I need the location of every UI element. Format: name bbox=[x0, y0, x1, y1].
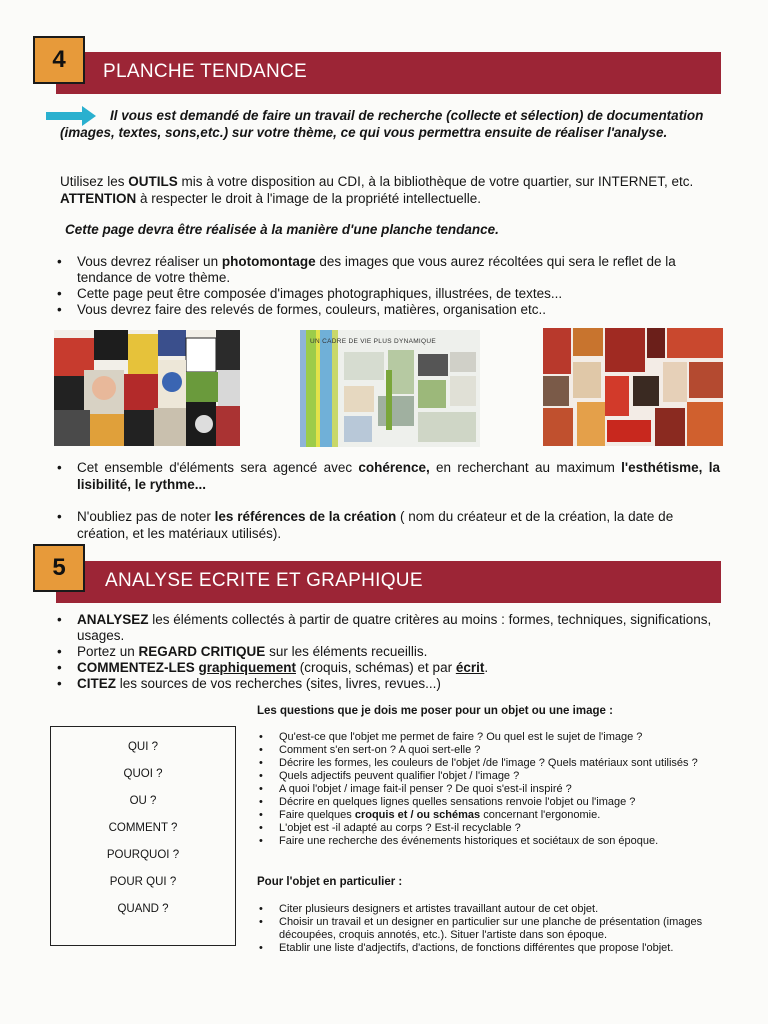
list-item: • Quels adjectifs peuvent qualifier l'objet / l'image ? bbox=[257, 770, 717, 783]
text: Portez un bbox=[77, 644, 139, 659]
list-item: • Etablir une liste d'adjectifs, d'actions, de fonctions différentes que propose l'objet. bbox=[257, 942, 717, 955]
keyword: COMMENTEZ-LES bbox=[77, 660, 199, 675]
references-list bbox=[55, 508, 720, 542]
section-number-4 bbox=[33, 36, 85, 84]
list-item: • Citer plusieurs designers et artistes travaillant autour de cet objet. bbox=[257, 903, 717, 916]
text: N'oubliez pas de noter bbox=[77, 509, 215, 524]
question-label: OU ? bbox=[129, 795, 157, 807]
list-item bbox=[55, 508, 720, 542]
text: Vous devrez réaliser un bbox=[77, 254, 222, 269]
text: les sources de vos recherches (sites, livres, revues...) bbox=[116, 676, 441, 691]
text: Utilisez les bbox=[60, 174, 129, 189]
list-item: • Cette page peut être composée d'images photographiques, illustrées, de textes... bbox=[55, 286, 720, 302]
manner-text: Cette page devra être réalisée à la manière d'une planche tendance. bbox=[65, 222, 499, 237]
section-header-planche-tendance bbox=[56, 52, 721, 94]
text: les éléments collectés à partir de quatre critères au moins : formes, techniques, significations, usages. bbox=[77, 612, 712, 643]
list-item bbox=[55, 459, 720, 493]
list-item bbox=[55, 612, 720, 644]
list-item: • Décrire les formes, les couleurs de l'objet /de l'image ? Quels matériaux sont utilisés ? bbox=[257, 757, 717, 770]
coherence-list bbox=[55, 459, 720, 493]
street-art-collage-image bbox=[54, 330, 240, 446]
keyword: croquis et / ou schémas bbox=[354, 809, 481, 821]
keyword: écrit bbox=[455, 660, 485, 675]
object-list bbox=[257, 903, 717, 955]
section-number-text: 4 bbox=[52, 46, 66, 73]
interior-design-collage-image bbox=[300, 330, 480, 447]
text: en recherchant au maximum bbox=[429, 460, 622, 475]
instructions-list bbox=[55, 254, 720, 318]
list-item bbox=[55, 676, 720, 692]
questions-list bbox=[257, 731, 717, 848]
text: sur les éléments recueillis. bbox=[265, 644, 428, 659]
list-item: • L'objet est -il adapté au corps ? Est-il recyclable ? bbox=[257, 822, 717, 835]
list-item: • Comment s'en sert-on ? A quoi sert-elle ? bbox=[257, 744, 717, 757]
question-label: QUI ? bbox=[127, 741, 159, 753]
analysis-list bbox=[55, 612, 720, 692]
list-item bbox=[55, 254, 720, 286]
keyword: REGARD CRITIQUE bbox=[138, 644, 266, 659]
text: Faire quelques bbox=[279, 809, 355, 821]
list-item: • Choisir un travail et un designer en particulier sur une planche de présentation (images découpées, croquis annotés, etc.). Situer l'artiste dans son époque. bbox=[257, 916, 717, 942]
questions-heading: Les questions que je dois me poser pour un objet ou une image : bbox=[257, 705, 613, 717]
intro-text: Il vous est demandé de faire un travail de recherche (collecte et sélection) de documentation (images, textes, sons,etc.) sur votre thème, ce qui vous permettra ensuite de réaliser l'analyse. bbox=[60, 108, 704, 140]
interior-collage-graphic bbox=[300, 330, 480, 447]
text: des images que vous aurez récoltées qui sera le reflet de la tendance de votre thème. bbox=[77, 254, 676, 285]
question-label: POUR QUI ? bbox=[109, 876, 177, 888]
keyword: les références de la création bbox=[214, 509, 397, 524]
question-label: QUOI ? bbox=[123, 768, 163, 780]
text: mis à votre disposition au CDI, à la bibliothèque de votre quartier, sur INTERNET, etc. bbox=[177, 174, 694, 189]
image-caption: UN CADRE DE VIE PLUS DYNAMIQUE bbox=[310, 338, 437, 345]
keyword: CITEZ bbox=[77, 676, 116, 691]
list-item: • Décrire en quelques lignes quelles sensations renvoie l'objet ou l'image ? bbox=[257, 796, 717, 809]
list-item bbox=[55, 644, 720, 660]
red-decor-collage-image bbox=[543, 328, 723, 446]
tools-paragraph bbox=[60, 173, 720, 207]
section-title: ANALYSE ECRITE ET GRAPHIQUE bbox=[105, 570, 423, 591]
keyword-attention: ATTENTION bbox=[60, 191, 137, 206]
text: à respecter le droit à l'image de la propriété intellectuelle. bbox=[136, 191, 482, 206]
section-number-text: 5 bbox=[52, 554, 66, 581]
keyword: cohérence, bbox=[358, 460, 430, 475]
text: (croquis, schémas) et par bbox=[296, 660, 456, 675]
text: ( nom du créateur et de la création, la date de création, et les matériaux utilisés). bbox=[77, 509, 674, 541]
keyword: photomontage bbox=[221, 254, 316, 269]
question-label: COMMENT ? bbox=[108, 822, 178, 834]
text: concernant l'ergonomie. bbox=[480, 809, 601, 821]
section-number-5 bbox=[33, 544, 85, 592]
object-heading: Pour l'objet en particulier : bbox=[257, 876, 403, 888]
question-label: QUAND ? bbox=[117, 903, 169, 915]
text: Cet ensemble d'éléments sera agencé avec bbox=[77, 460, 359, 475]
list-item: • A quoi l'objet / image fait-il penser ? De quoi s'est-il inspiré ? bbox=[257, 783, 717, 796]
list-item bbox=[257, 809, 717, 822]
list-item bbox=[55, 660, 720, 676]
questions-box bbox=[50, 726, 236, 946]
list-item: • Vous devrez faire des relevés de formes, couleurs, matières, organisation etc.. bbox=[55, 302, 720, 318]
keyword: graphiquement bbox=[198, 660, 297, 675]
question-label: POURQUOI ? bbox=[106, 849, 180, 861]
section-title: PLANCHE TENDANCE bbox=[103, 61, 307, 82]
keyword: ANALYSEZ bbox=[77, 612, 149, 627]
text: . bbox=[484, 660, 489, 675]
section-header-analyse bbox=[56, 561, 721, 603]
keyword-outils: OUTILS bbox=[128, 174, 178, 189]
list-item: • Faire une recherche des événements historiques et sociétaux de son époque. bbox=[257, 835, 717, 848]
keyword: l'esthétisme, la lisibilité, le rythme... bbox=[77, 460, 720, 492]
list-item: • Qu'est-ce que l'objet me permet de faire ? Ou quel est le sujet de l'image ? bbox=[257, 731, 717, 744]
